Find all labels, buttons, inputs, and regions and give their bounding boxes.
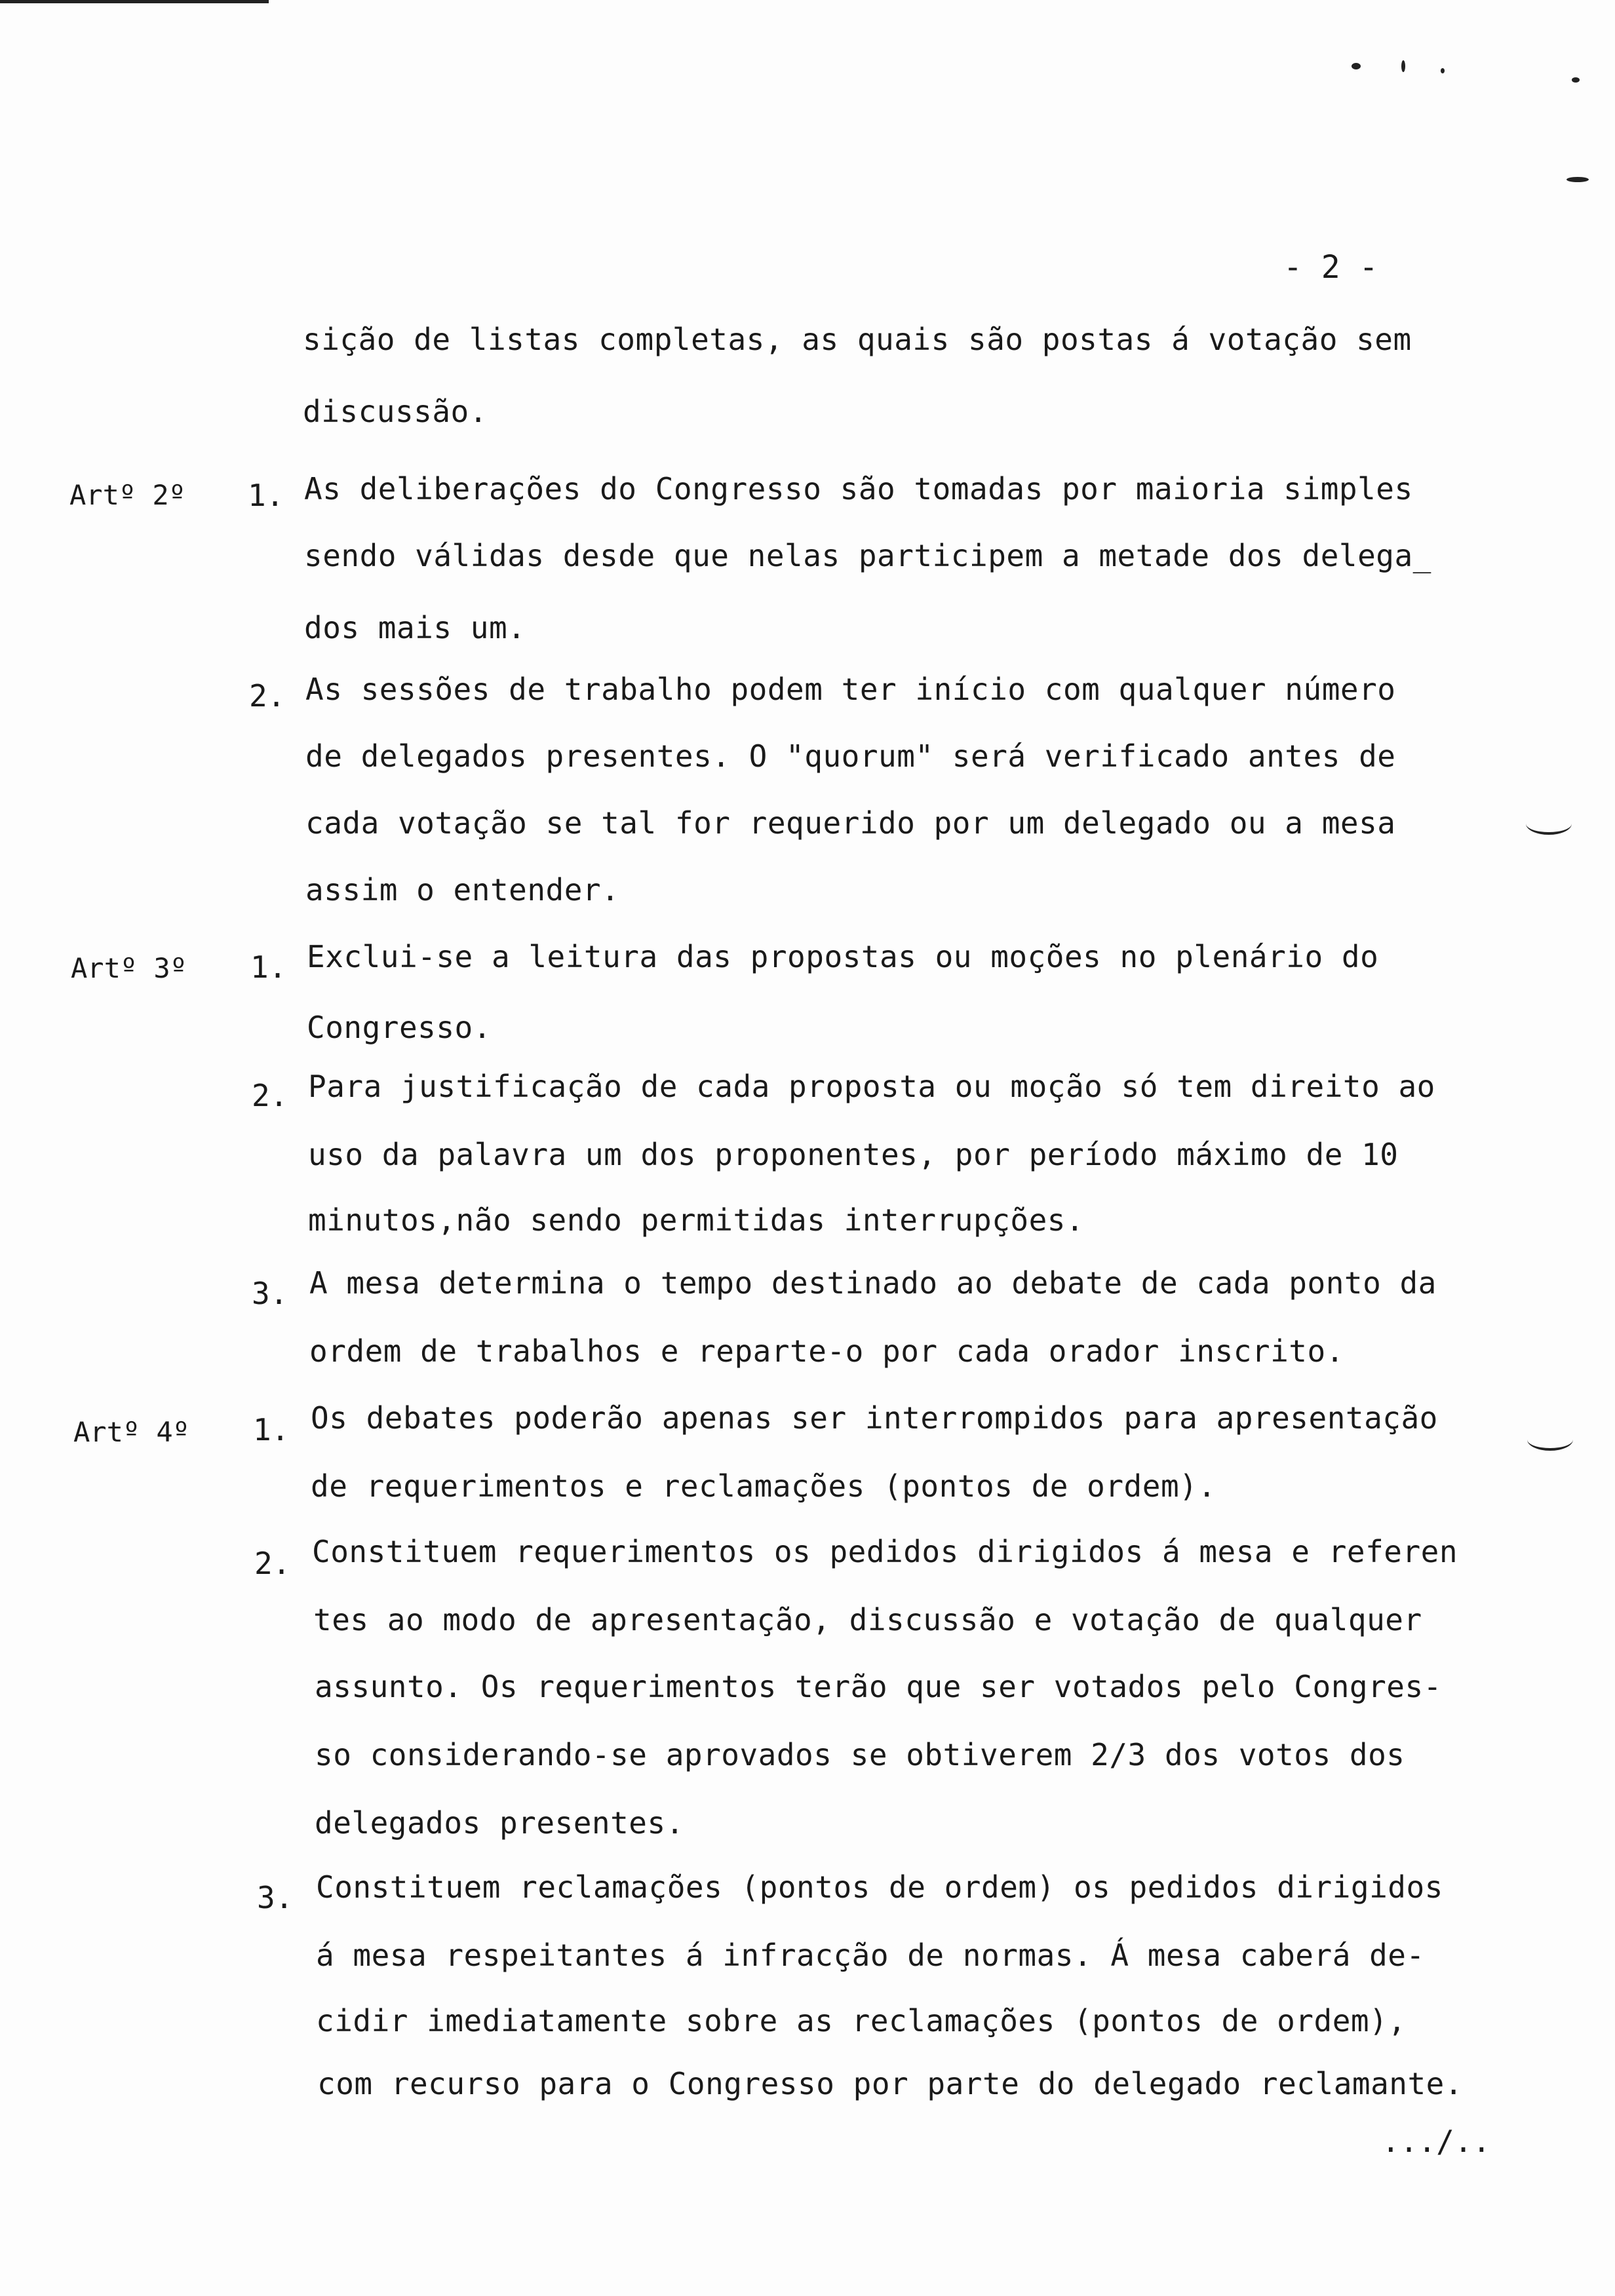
text-line: Os debates poderão apenas ser interrompidos para apresentação	[311, 1400, 1438, 1436]
article-label: Artº 3º	[71, 952, 187, 984]
item-number: 2.	[252, 1078, 288, 1113]
item-number: 2.	[249, 678, 286, 714]
page-number: - 2 -	[1283, 249, 1378, 286]
text-line: uso da palavra um dos proponentes, por período máximo de 10	[308, 1137, 1399, 1172]
text-line: Congresso.	[307, 1010, 492, 1045]
text-line: sendo válidas desde que nelas participem a metade dos delega_	[304, 538, 1431, 573]
text-line: com recurso para o Congresso por parte do delegado reclamante.	[317, 2066, 1464, 2101]
text-line: á mesa respeitantes á infracção de normas. Á mesa caberá de-	[316, 1938, 1425, 1973]
text-line: assunto. Os requerimentos terão que ser votados pelo Congres-	[315, 1669, 1442, 1704]
text-line: cidir imediatamente sobre as reclamações (pontos de ordem),	[316, 2003, 1407, 2038]
text-line: As deliberações do Congresso são tomadas por maioria simples	[304, 471, 1413, 507]
text-line: sição de listas completas, as quais são postas á votação sem	[303, 322, 1412, 357]
text-line: Constituem reclamações (pontos de ordem) os pedidos dirigidos	[316, 1869, 1443, 1905]
text-line: Constituem requerimentos os pedidos dirigidos á mesa e referen	[312, 1534, 1458, 1569]
text-line: discussão.	[303, 394, 488, 429]
item-number: 2.	[254, 1546, 291, 1581]
scan-speck	[1441, 68, 1445, 73]
scan-speck	[1572, 77, 1580, 83]
item-number: 3.	[257, 1880, 294, 1915]
text-line: tes ao modo de apresentação, discussão e votação de qualquer	[313, 1602, 1422, 1637]
scan-speck	[1352, 63, 1361, 69]
continuation-mark: .../..	[1382, 2124, 1491, 2159]
margin-mark	[1526, 813, 1572, 835]
scan-speck	[1401, 60, 1405, 72]
text-line: ordem de trabalhos e reparte-o por cada orador inscrito.	[309, 1333, 1344, 1369]
item-number: 1.	[253, 1412, 290, 1447]
item-number: 1.	[248, 478, 284, 513]
item-number: 1.	[250, 949, 287, 985]
text-line: cada votação se tal for requerido por um delegado ou a mesa	[305, 805, 1396, 841]
text-line: dos mais um.	[304, 610, 526, 645]
scan-speck	[1566, 177, 1589, 182]
article-label: Artº 2º	[69, 479, 186, 511]
top-edge-rule	[0, 0, 269, 3]
item-number: 3.	[252, 1276, 288, 1311]
margin-mark	[1527, 1428, 1573, 1451]
text-line: de delegados presentes. O "quorum" será verificado antes de	[305, 738, 1396, 774]
text-line: de requerimentos e reclamações (pontos de ordem).	[311, 1468, 1216, 1504]
text-line: delegados presentes.	[315, 1805, 684, 1841]
article-label: Artº 4º	[73, 1416, 190, 1448]
text-line: As sessões de trabalho podem ter início com qualquer número	[305, 672, 1396, 707]
text-line: so considerando-se aprovados se obtiverem 2/3 dos votos dos	[315, 1737, 1405, 1772]
text-line: minutos,não sendo permitidas interrupções.	[308, 1202, 1085, 1238]
text-line: A mesa determina o tempo destinado ao debate de cada ponto da	[309, 1265, 1437, 1301]
text-line: Para justificação de cada proposta ou moção só tem direito ao	[308, 1069, 1435, 1104]
text-line: assim o entender.	[305, 872, 620, 908]
text-line: Exclui-se a leitura das propostas ou moções no plenário do	[307, 939, 1379, 974]
